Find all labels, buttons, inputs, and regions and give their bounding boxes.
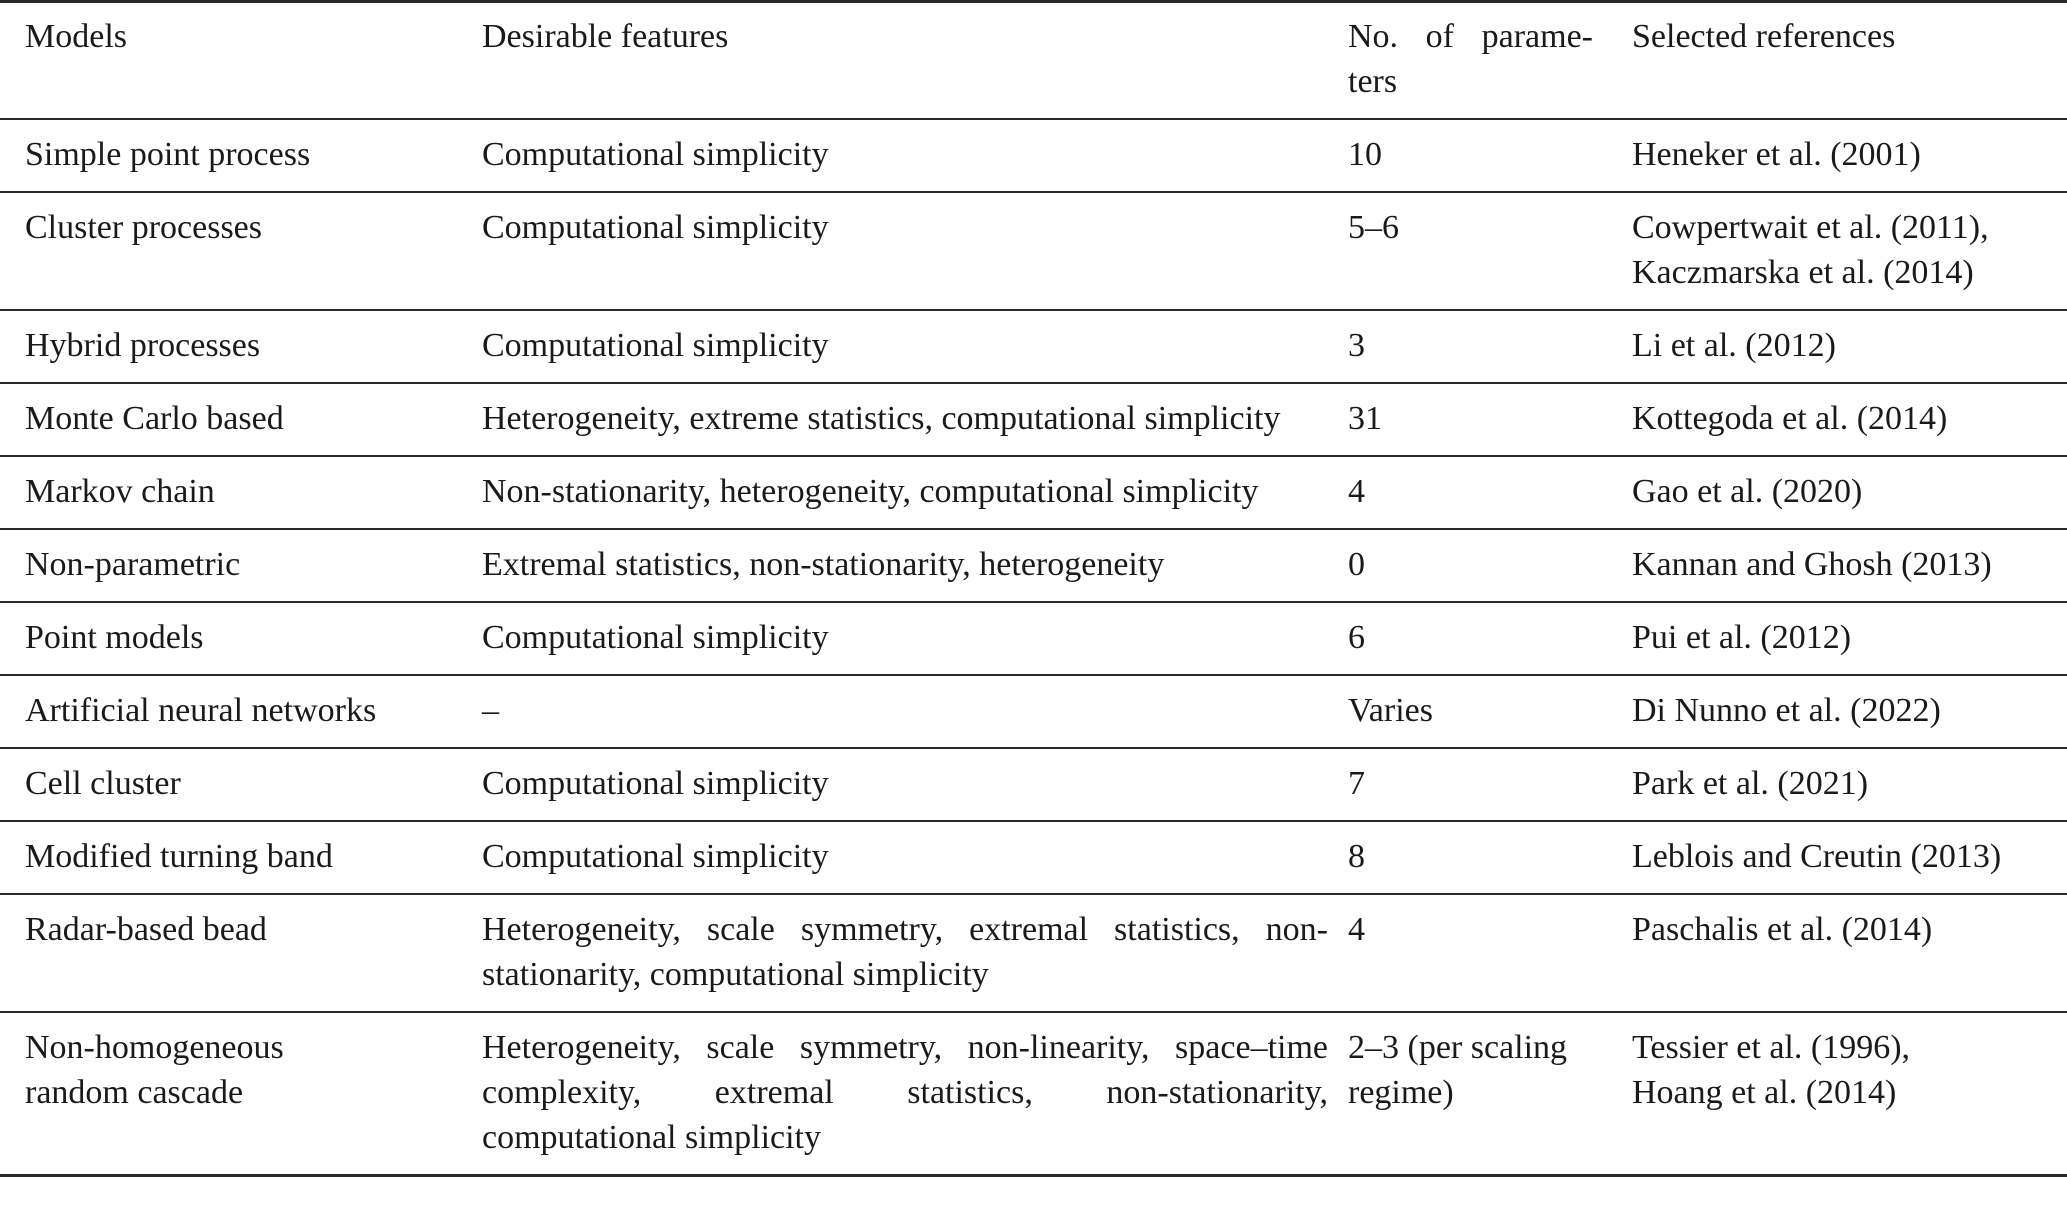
cell-params: 6 bbox=[1348, 602, 1632, 675]
cell-references bbox=[1632, 675, 2067, 748]
reference: Kaczmarska et al. (2014) bbox=[1632, 254, 1974, 291]
header-params-text: No. of parame-ters bbox=[1348, 18, 1593, 100]
reference: Park et al. (2021) bbox=[1632, 765, 1869, 802]
cell-references bbox=[1632, 192, 2067, 310]
cell-model: Radar-based bead bbox=[0, 894, 482, 1012]
cell-model: Non-parametric bbox=[0, 529, 482, 602]
cell-features: Heterogeneity, extreme statistics, computational simplicity bbox=[482, 383, 1348, 456]
cell-model: Artificial neural networks bbox=[0, 675, 482, 748]
reference: Di Nunno et al. (2022) bbox=[1632, 692, 1941, 729]
reference: Paschalis et al. (2014) bbox=[1632, 911, 1933, 948]
model-line: Non-homogeneous bbox=[25, 1029, 284, 1066]
table-row bbox=[0, 602, 2067, 675]
reference: Gao et al. (2020) bbox=[1632, 473, 1863, 510]
reference: Kottegoda et al. (2014) bbox=[1632, 400, 1948, 437]
cell-params: 4 bbox=[1348, 894, 1632, 1012]
table-row bbox=[0, 119, 2067, 192]
cell-features: – bbox=[482, 675, 1348, 748]
cell-features: Non-stationarity, heterogeneity, computational simplicity bbox=[482, 456, 1348, 529]
header-features: Desirable features bbox=[482, 2, 1348, 120]
cell-references bbox=[1632, 456, 2067, 529]
cell-references bbox=[1632, 602, 2067, 675]
cell-params: 5–6 bbox=[1348, 192, 1632, 310]
cell-features: Heterogeneity, scale symmetry, non-linearity, space–time complexity, extremal statistics, non-stationarity, computational simplicity bbox=[482, 1012, 1348, 1176]
cell-references bbox=[1632, 1012, 2067, 1176]
table-row bbox=[0, 894, 2067, 1012]
cell-model: Cell cluster bbox=[0, 748, 482, 821]
reference: Kannan and Ghosh (2013) bbox=[1632, 546, 1992, 583]
cell-features: Computational simplicity bbox=[482, 310, 1348, 383]
cell-model: Monte Carlo based bbox=[0, 383, 482, 456]
cell-features: Computational simplicity bbox=[482, 119, 1348, 192]
header-references: Selected references bbox=[1632, 2, 2067, 120]
cell-references bbox=[1632, 310, 2067, 383]
cell-features: Computational simplicity bbox=[482, 602, 1348, 675]
cell-features: Heterogeneity, scale symmetry, extremal statistics, non-stationarity, computational simplicity bbox=[482, 894, 1348, 1012]
cell-params: 10 bbox=[1348, 119, 1632, 192]
reference: Tessier et al. (1996), bbox=[1632, 1029, 1911, 1066]
table-row bbox=[0, 192, 2067, 310]
cell-model: Point models bbox=[0, 602, 482, 675]
reference: Li et al. (2012) bbox=[1632, 327, 1836, 364]
cell-params: 8 bbox=[1348, 821, 1632, 894]
cell-model: Cluster processes bbox=[0, 192, 482, 310]
cell-params: 3 bbox=[1348, 310, 1632, 383]
reference: Cowpertwait et al. (2011), bbox=[1632, 209, 1989, 246]
cell-params: 2–3 (per scaling regime) bbox=[1348, 1012, 1632, 1176]
cell-features: Extremal statistics, non-stationarity, heterogeneity bbox=[482, 529, 1348, 602]
reference: Pui et al. (2012) bbox=[1632, 619, 1852, 656]
cell-params: 31 bbox=[1348, 383, 1632, 456]
reference: Leblois and Creutin (2013) bbox=[1632, 838, 2002, 875]
cell-features: Computational simplicity bbox=[482, 192, 1348, 310]
table-row bbox=[0, 383, 2067, 456]
cell-features: Computational simplicity bbox=[482, 748, 1348, 821]
table-row bbox=[0, 748, 2067, 821]
cell-model bbox=[0, 1012, 482, 1176]
reference: Heneker et al. (2001) bbox=[1632, 136, 1921, 173]
cell-references bbox=[1632, 529, 2067, 602]
cell-features: Computational simplicity bbox=[482, 821, 1348, 894]
table-row bbox=[0, 529, 2067, 602]
table-row bbox=[0, 456, 2067, 529]
table-row bbox=[0, 821, 2067, 894]
table-row bbox=[0, 1012, 2067, 1176]
cell-references bbox=[1632, 894, 2067, 1012]
header-models: Models bbox=[0, 2, 482, 120]
cell-references bbox=[1632, 821, 2067, 894]
cell-references bbox=[1632, 119, 2067, 192]
header-params bbox=[1348, 2, 1632, 120]
reference: Hoang et al. (2014) bbox=[1632, 1074, 1897, 1111]
table-header-row bbox=[0, 2, 2067, 120]
cell-model: Markov chain bbox=[0, 456, 482, 529]
cell-references bbox=[1632, 748, 2067, 821]
table-row bbox=[0, 675, 2067, 748]
table-row bbox=[0, 310, 2067, 383]
cell-references bbox=[1632, 383, 2067, 456]
cell-model: Modified turning band bbox=[0, 821, 482, 894]
cell-model: Simple point process bbox=[0, 119, 482, 192]
cell-model: Hybrid processes bbox=[0, 310, 482, 383]
cell-params: Varies bbox=[1348, 675, 1632, 748]
model-line: random cascade bbox=[25, 1074, 244, 1111]
cell-params: 7 bbox=[1348, 748, 1632, 821]
cell-params: 0 bbox=[1348, 529, 1632, 602]
cell-params: 4 bbox=[1348, 456, 1632, 529]
